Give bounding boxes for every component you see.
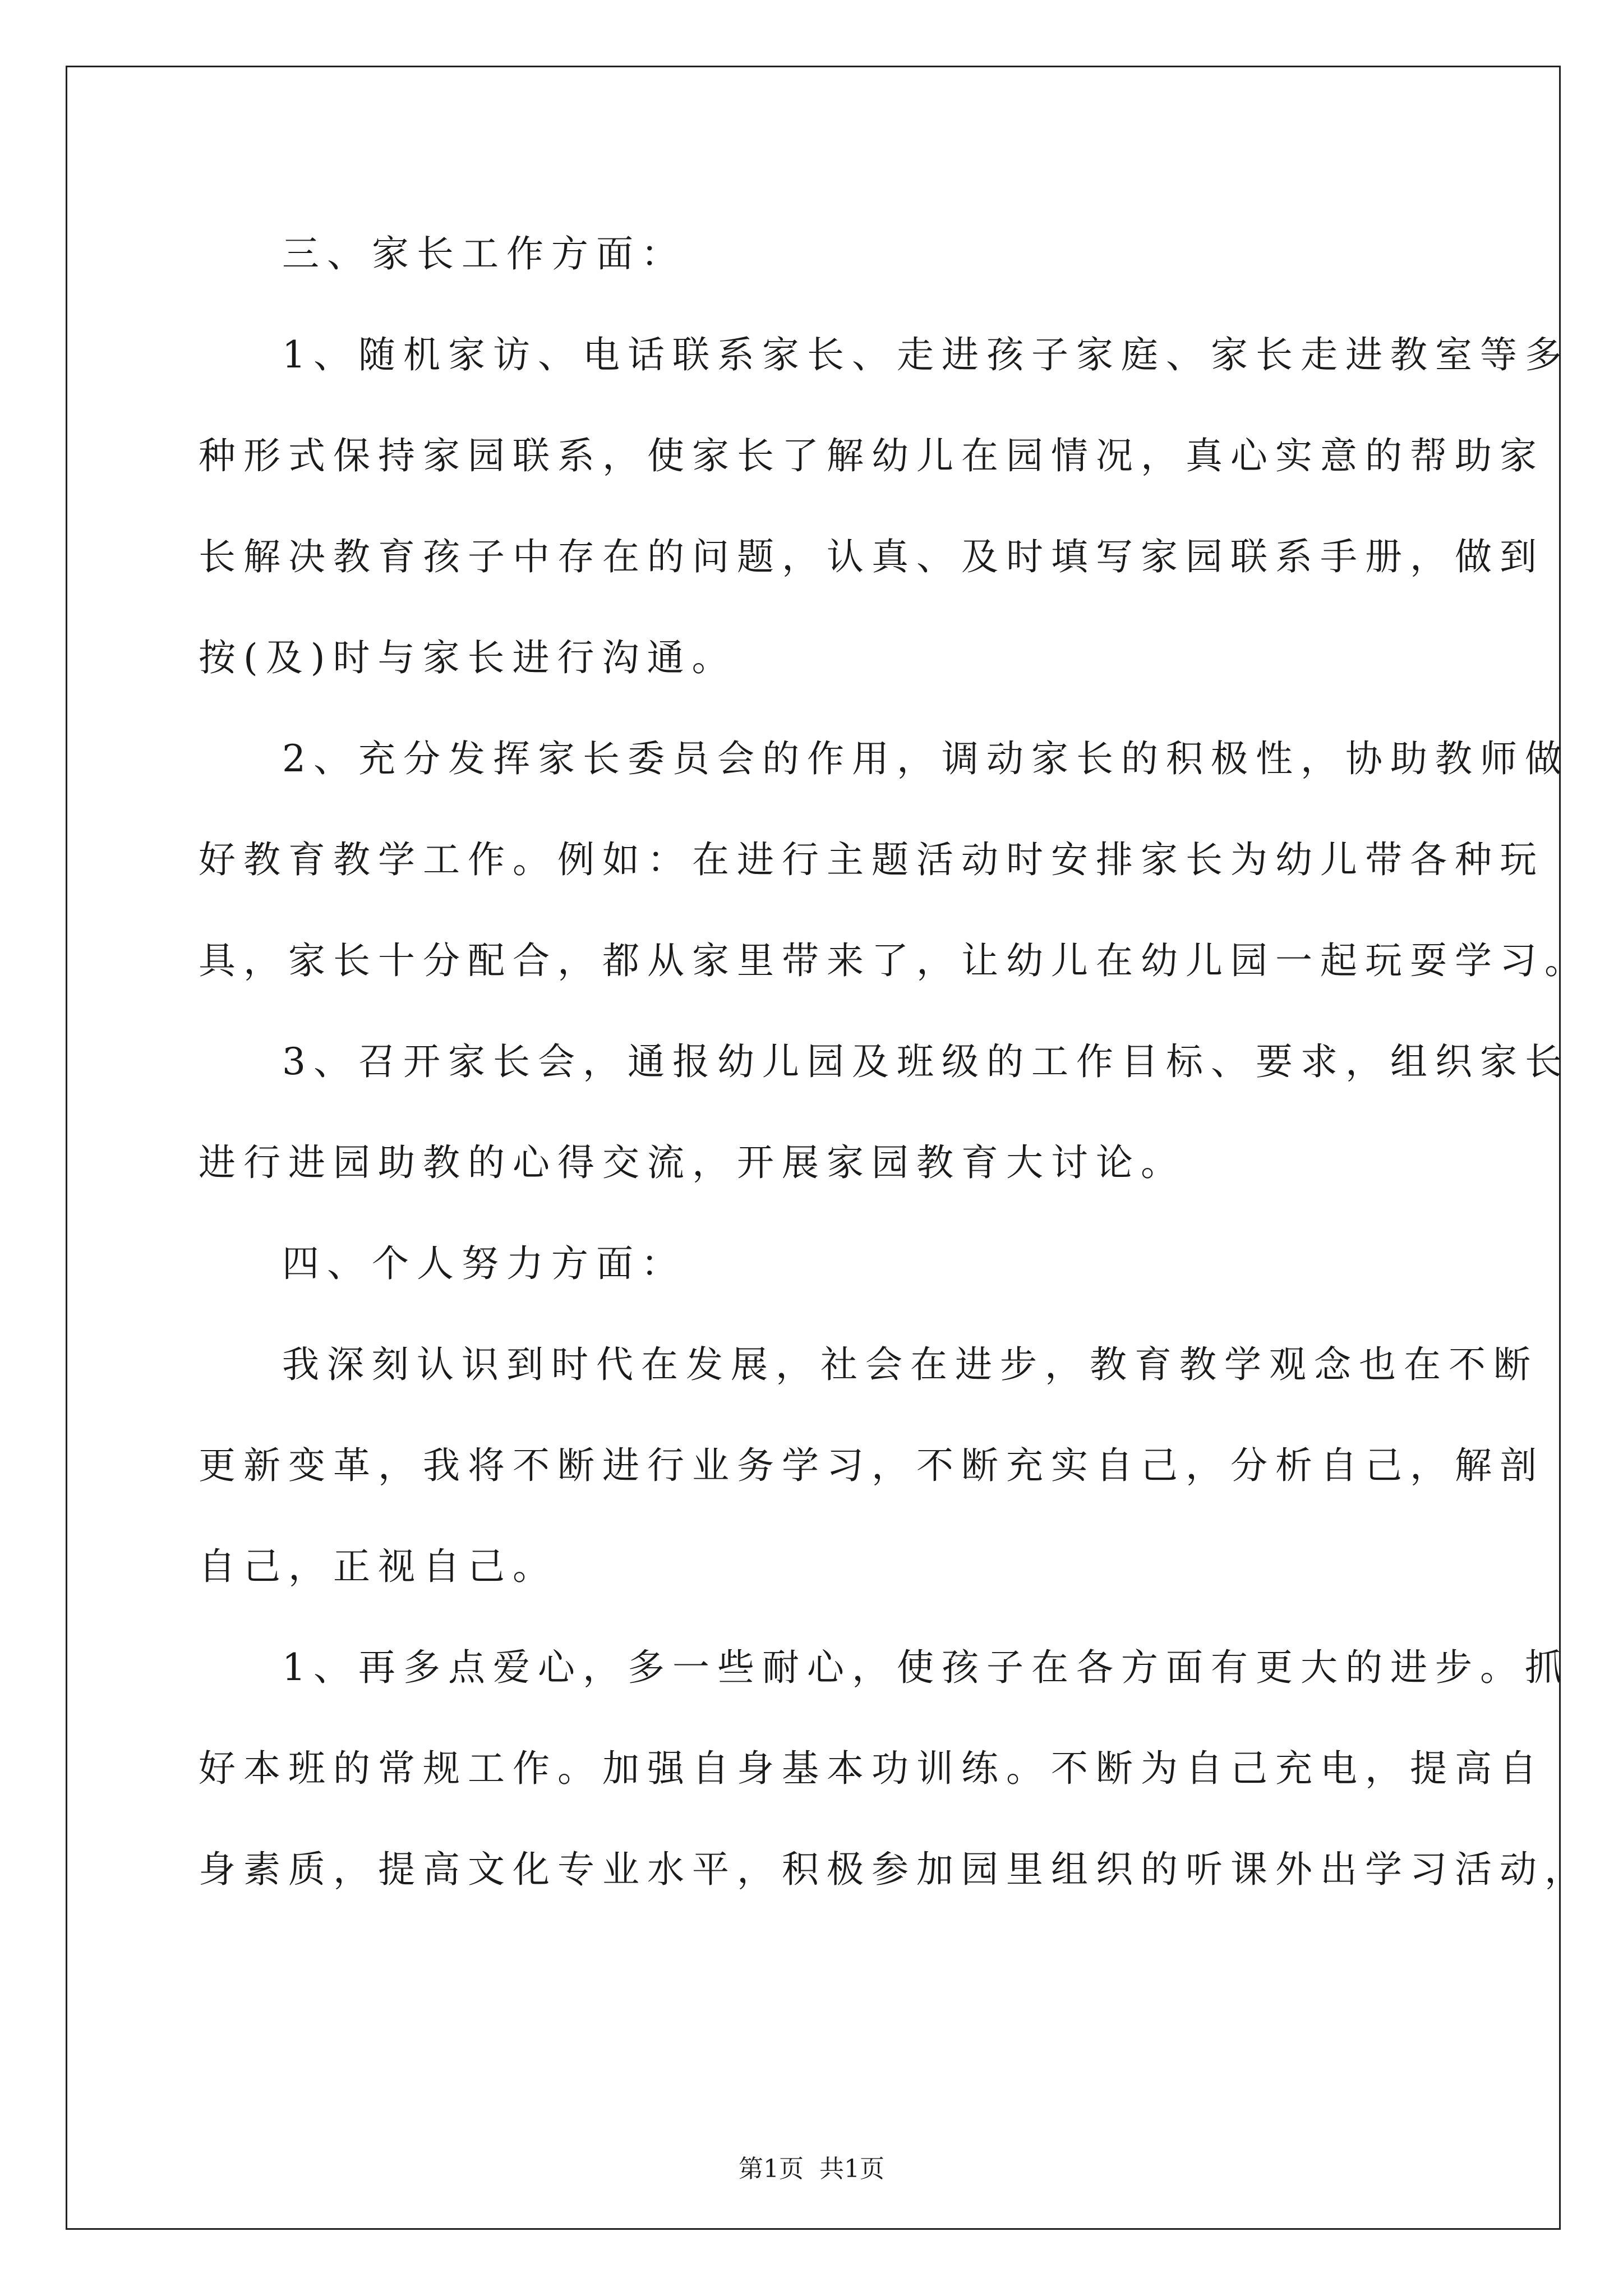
paragraph-line: 好教育教学工作。例如：在进行主题活动时安排家长为幼儿带各种玩 (199, 838, 1544, 881)
paragraph-line: 我深刻认识到时代在发展，社会在进步，教育教学观念也在不断 (282, 1343, 1538, 1386)
paragraph-line: 长解决教育孩子中存在的问题，认真、及时填写家园联系手册，做到 (199, 535, 1544, 578)
paragraph-line: 更新变革，我将不断进行业务学习，不断充实自己，分析自己，解剖 (199, 1444, 1544, 1487)
paragraph-line: 种形式保持家园联系，使家长了解幼儿在园情况，真心实意的帮助家 (199, 434, 1544, 477)
section-heading-personal-effort: 四、个人努力方面： (282, 1242, 686, 1285)
section-heading-parent-work: 三、家长工作方面： (282, 232, 686, 275)
paragraph-line: 自己，正视自己。 (199, 1545, 557, 1588)
paragraph-line: 按(及)时与家长进行沟通。 (199, 636, 737, 679)
paragraph-line: 具，家长十分配合，都从家里带来了，让幼儿在幼儿园一起玩耍学习。 (199, 939, 1589, 982)
paragraph-line: 2、充分发挥家长委员会的作用，调动家长的积极性，协助教师做 (282, 737, 1570, 780)
page-number-footer: 第1页 共1页 (739, 2155, 884, 2183)
paragraph-line: 身素质，提高文化专业水平，积极参加园里组织的听课外出学习活动， (199, 1848, 1589, 1891)
paragraph-line: 1、再多点爱心，多一些耐心，使孩子在各方面有更大的进步。抓 (282, 1646, 1570, 1689)
paragraph-line: 进行进园助教的心得交流，开展家园教育大讨论。 (199, 1141, 1186, 1184)
paragraph-line: 1、随机家访、电话联系家长、走进孩子家庭、家长走进教室等多 (282, 333, 1570, 376)
paragraph-line: 好本班的常规工作。加强自身基本功训练。不断为自己充电，提高自 (199, 1747, 1544, 1790)
paragraph-line: 3、召开家长会，通报幼儿园及班级的工作目标、要求，组织家长 (282, 1040, 1570, 1083)
